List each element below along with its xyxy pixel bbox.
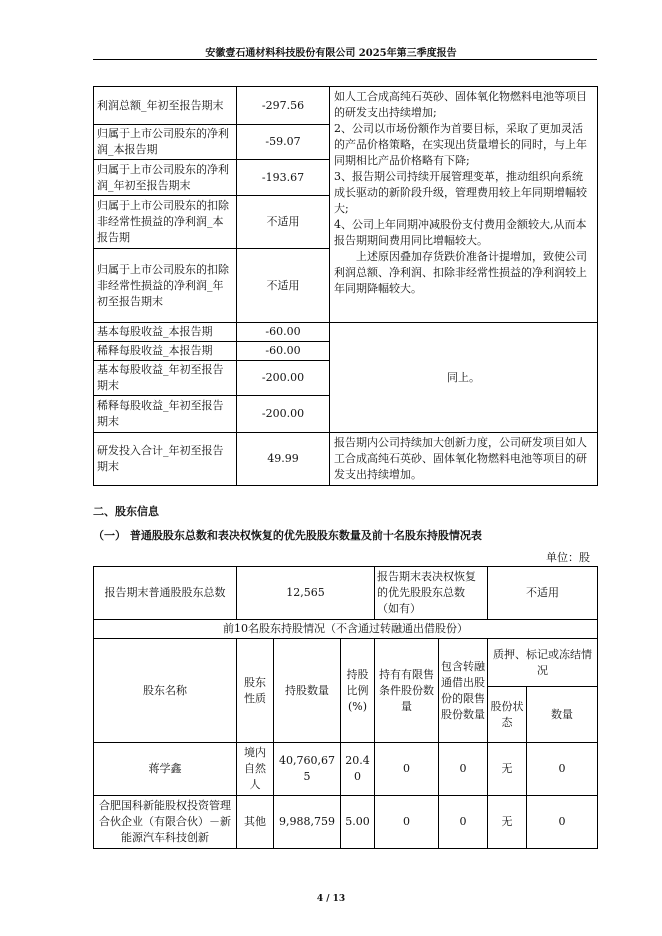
row-value: -297.56 [237, 87, 330, 125]
shareholder-status: 无 [488, 743, 527, 796]
shareholder-ratio: 20.40 [341, 743, 375, 796]
shareholder-ratio: 5.00 [341, 796, 375, 849]
row-value: -193.67 [237, 160, 330, 196]
shareholder-qty: 9,988,759 [274, 796, 341, 849]
row-value: 不适用 [237, 196, 330, 249]
row-value: -59.07 [237, 125, 330, 160]
row-label: 研发投入合计_年初至报告期末 [94, 433, 237, 486]
row-label: 基本每股收益_年初至报告期末 [94, 361, 237, 396]
shareholder-pledge-qty: 0 [527, 796, 598, 849]
reason-cell-1 [330, 87, 598, 323]
reason-line: 2、公司以市场份额作为首要目标，采取了更加灵活的产品价格策略，在实现出货量增长的同时，与上年同期相比产品价格略有下降; [334, 122, 587, 167]
col-header-qty: 持股数量 [274, 639, 341, 743]
col-header-pledge: 质押、标记或冻结情况 [488, 639, 598, 687]
reason-line: 4、公司上年同期冲减股份支付费用金额较大,从而本报告期期间费用同比增幅较大。 [334, 218, 587, 247]
reason-cell-3: 报告期内公司持续加大创新力度，公司研发项目如人工合成高纯石英砂、固体氧化物燃料电池等项目的研发支出持续增加。 [330, 433, 598, 486]
row-value: 不适用 [237, 249, 330, 323]
shareholder-lent: 0 [439, 796, 488, 849]
shareholder-pledge-qty: 0 [527, 743, 598, 796]
total-holders-value: 12,565 [237, 567, 375, 620]
row-value: -60.00 [237, 323, 330, 342]
shareholder-qty: 40,760,675 [274, 743, 341, 796]
col-header-pledge-qty: 数量 [527, 687, 598, 743]
shareholder-status: 无 [488, 796, 527, 849]
col-header-restricted: 持有有限售条件股份数量 [375, 639, 439, 743]
shareholder-restricted: 0 [375, 743, 439, 796]
row-label: 基本每股收益_本报告期 [94, 323, 237, 342]
section-subtitle: （一） 普通股股东总数和表决权恢复的优先股股东数量及前十名股东持股情况表 [93, 529, 482, 542]
top10-caption: 前10名股东持股情况（不含通过转融通出借股份） [94, 620, 598, 639]
row-label: 利润总额_年初至报告期末 [94, 87, 237, 125]
row-label: 归属于上市公司股东的扣除非经常性损益的净利润_本报告期 [94, 196, 237, 249]
header-rule [93, 59, 597, 60]
row-label: 归属于上市公司股东的扣除非经常性损益的净利润_年初至报告期末 [94, 249, 237, 323]
shareholders-table [93, 566, 598, 849]
pref-holders-label: 报告期末表决权恢复的优先股股东总数（如有） [375, 567, 488, 620]
shareholder-nature: 境内自然人 [237, 743, 274, 796]
col-header-name: 股东名称 [94, 639, 237, 743]
page-header: 安徽壹石通材料科技股份有限公司 2025年第三季度报告 [205, 48, 457, 59]
row-label: 归属于上市公司股东的净利润_本报告期 [94, 125, 237, 160]
unit-label: 单位：股 [546, 551, 590, 564]
shareholder-name: 合肥国科新能股权投资管理合伙企业（有限合伙）－新能源汽车科技创新 [94, 796, 237, 849]
table-row [94, 743, 598, 796]
row-label: 稀释每股收益_本报告期 [94, 342, 237, 361]
row-value: -200.00 [237, 396, 330, 433]
section-title: 二、股东信息 [93, 505, 159, 518]
reason-line: 如人工合成高纯石英砂、固体氧化物燃料电池等项目的研发支出持续增加; [334, 90, 587, 119]
shareholder-lent: 0 [439, 743, 488, 796]
shareholder-restricted: 0 [375, 796, 439, 849]
col-header-lent: 包含转融通借出股份的限售股份数量 [439, 639, 488, 743]
page-number: 4 / 13 [316, 894, 346, 904]
table-row [94, 796, 598, 849]
financial-indicators-table [93, 86, 598, 486]
row-value: -200.00 [237, 361, 330, 396]
pref-holders-value: 不适用 [488, 567, 598, 620]
row-label: 稀释每股收益_年初至报告期末 [94, 396, 237, 433]
reason-line: 3、报告期公司持续开展管理变革，推动组织向系统成长驱动的新阶段升级，管理费用较上年同期增幅较大; [334, 170, 587, 215]
col-header-ratio: 持股比例(%) [341, 639, 375, 743]
total-holders-label: 报告期末普通股股东总数 [94, 567, 237, 620]
shareholder-name: 蒋学鑫 [94, 743, 237, 796]
reason-line: 上述原因叠加存货跌价准备计提增加，致使公司利润总额、净利润、扣除非经常性损益的净利润较上年同期降幅较大。 [334, 250, 587, 295]
col-header-nature: 股东性质 [237, 639, 274, 743]
reason-cell-2: 同上。 [330, 323, 598, 433]
row-label: 归属于上市公司股东的净利润_年初至报告期末 [94, 160, 237, 196]
row-value: -60.00 [237, 342, 330, 361]
shareholder-nature: 其他 [237, 796, 274, 849]
row-value: 49.99 [237, 433, 330, 486]
col-header-pledge-status: 股份状态 [488, 687, 527, 743]
